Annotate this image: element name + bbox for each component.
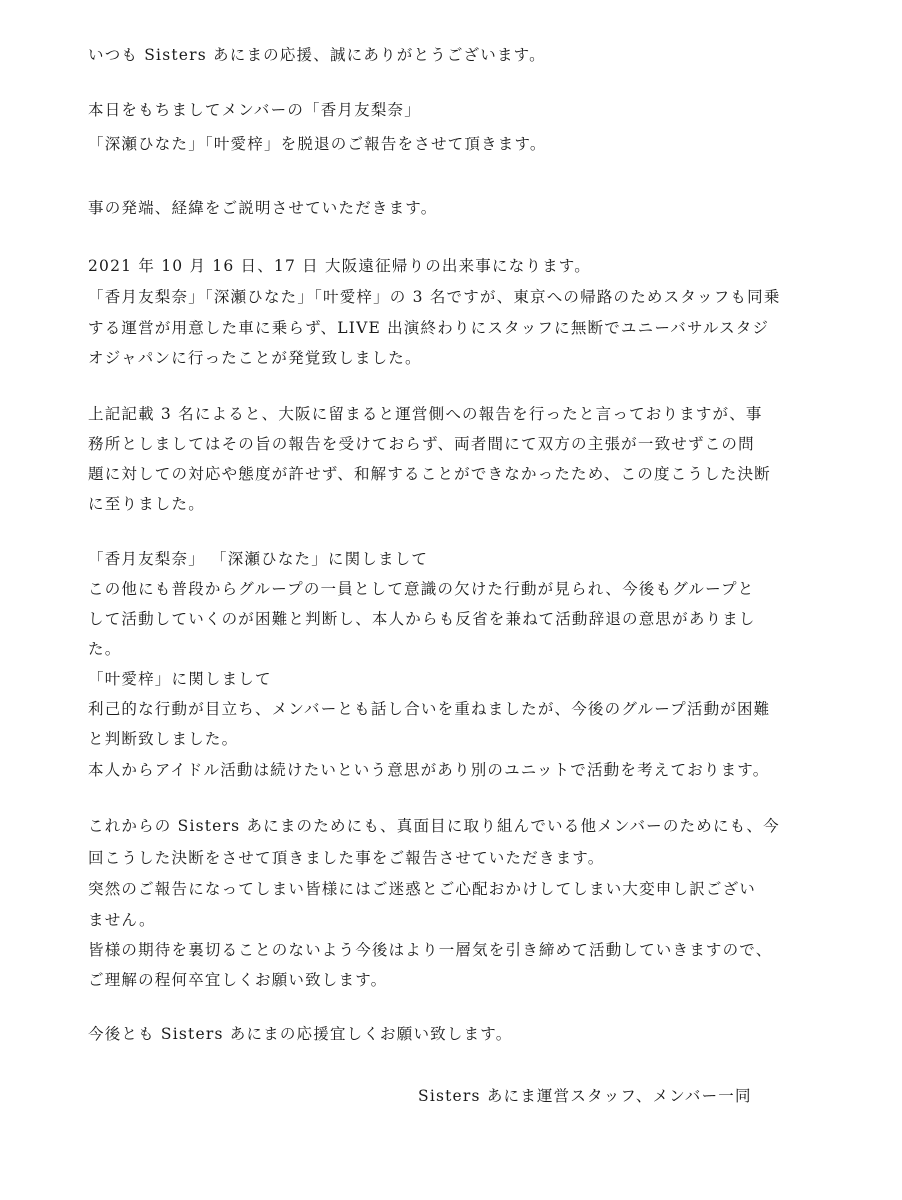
text-line: これからの Sisters あにまのためにも、真面目に取り組んでいる他メンバーのためにも、今 xyxy=(88,817,780,835)
text-line: 務所としましてはその旨の報告を受けておらず、両者間にて双方の主張が一致せずこの問 xyxy=(88,435,755,453)
text-line: 「香月友梨奈」「深瀬ひなた」「叶愛梓」の 3 名ですが、東京への帰路のためスタッフも同乗 xyxy=(88,288,781,306)
text-line: 2021 年 10 月 16 日、17 日 大阪遠征帰りの出来事になります。 xyxy=(88,257,591,275)
text-line: して活動していくのが困難と判断し、本人からも反省を兼ねて活動辞退の意思がありまし xyxy=(88,610,756,628)
text-line: 事の発端、経緯をご説明させていただきます。 xyxy=(88,199,438,217)
text-line: 本人からアイドル活動は続けたいという意思があり別のユニットで活動を考えております。 xyxy=(88,761,770,779)
text-line: ご理解の程何卒宜しくお願い致します。 xyxy=(88,971,388,989)
text-line: 「叶愛梓」に関しまして xyxy=(88,670,272,688)
text-line: 上記記載 3 名によると、大阪に留まると運営側への報告を行ったと言っておりますが、事 xyxy=(88,405,763,423)
text-line: た。 xyxy=(88,640,122,658)
text-line: 突然のご報告になってしまい皆様にはご迷惑とご心配おかけしてしまい大変申し訳ござい xyxy=(88,880,757,898)
text-line: 今後とも Sisters あにまの応援宜しくお願い致します。 xyxy=(88,1025,513,1043)
text-line: 利己的な行動が目立ち、メンバーとも話し合いを重ねましたが、今後のグループ活動が困難 xyxy=(88,700,771,718)
text-line: オジャパンに行ったことが発覚致しました。 xyxy=(88,349,422,367)
text-line: に至りました。 xyxy=(88,495,205,513)
text-line: 回こうした決断をさせて頂きました事をご報告させていただきます。 xyxy=(88,849,605,867)
text-line: 「香月友梨奈」 「深瀬ひなた」に関しまして xyxy=(88,550,429,568)
text-line: と判断致しました。 xyxy=(88,730,239,748)
text-line: 題に対しての対応や態度が許せず、和解することができなかったため、この度こうした決断 xyxy=(88,465,771,483)
text-line: 皆様の期待を裏切ることのないよう今後はより一層気を引き締めて活動していきますので、 xyxy=(88,941,773,959)
text-line: いつも Sisters あにまの応援、誠にありがとうございます。 xyxy=(88,46,546,64)
text-line: する運営が用意した車に乗らず、LIVE 出演終わりにスタッフに無断でユニーバサルスタジ xyxy=(88,319,770,337)
text-line: ません。 xyxy=(88,911,156,929)
text-line: この他にも普段からグループの一員として意識の欠けた行動が見られ、今後もグループと xyxy=(88,580,755,598)
signature: Sisters あにま運営スタッフ、メンバー一同 xyxy=(418,1087,752,1105)
text-line: 本日をもちましてメンバーの「香月友梨奈」 xyxy=(88,101,421,119)
text-line: 「深瀬ひなた」「叶愛梓」を脱退のご報告をさせて頂きます。 xyxy=(88,135,547,153)
